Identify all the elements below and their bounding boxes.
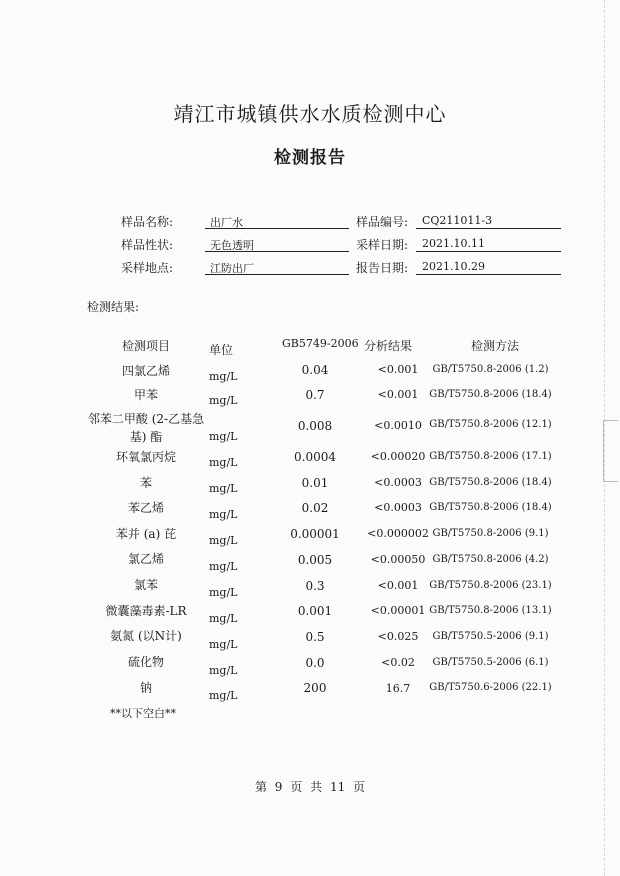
row-method: GB/T5750.8-2006 (12.1) xyxy=(429,419,552,430)
row-method: GB/T5750.8-2006 (18.4) xyxy=(429,477,552,488)
page-number: 9 xyxy=(274,780,283,794)
row-result: <0.001 xyxy=(377,363,419,376)
end-of-table-note: **以下空白** xyxy=(110,707,176,720)
underline xyxy=(205,228,349,229)
row-unit: mg/L xyxy=(209,638,238,651)
row-unit: mg/L xyxy=(209,456,238,469)
row-result: <0.00050 xyxy=(370,553,426,566)
row-method: GB/T5750.8-2006 (13.1) xyxy=(429,605,552,616)
row-item: 苯并 (a) 芘 xyxy=(115,527,177,541)
sample-name-label: 样品名称: xyxy=(121,215,174,229)
row-unit: mg/L xyxy=(209,560,238,573)
row-result: <0.001 xyxy=(377,579,419,592)
report-date-value: 2021.10.29 xyxy=(422,260,485,273)
row-method: GB/T5750.8-2006 (9.1) xyxy=(432,528,549,539)
row-method: GB/T5750.8-2006 (1.2) xyxy=(432,364,549,375)
row-item: 微囊藻毒素-LR xyxy=(105,604,187,618)
total-label: 共 xyxy=(310,780,323,794)
row-result: <0.001 xyxy=(377,388,419,401)
page-indicator xyxy=(0,778,620,795)
row-result: <0.025 xyxy=(377,630,419,643)
row-unit: mg/L xyxy=(209,430,238,443)
row-unit: mg/L xyxy=(209,586,238,599)
underline xyxy=(416,251,561,252)
row-standard: 0.001 xyxy=(297,604,333,618)
total-pages: 11 xyxy=(329,780,346,794)
row-result: <0.000002 xyxy=(367,527,429,540)
header-unit: 单位 xyxy=(209,343,234,357)
row-unit: mg/L xyxy=(209,612,238,625)
row-item: 钠 xyxy=(139,681,152,695)
underline xyxy=(205,274,349,275)
sampling-date-value: 2021.10.11 xyxy=(422,237,485,250)
row-method: GB/T5750.8-2006 (18.4) xyxy=(429,502,552,513)
row-unit: mg/L xyxy=(209,664,238,677)
row-item: 氨氮 (以N计) xyxy=(110,629,182,643)
row-result: <0.00020 xyxy=(370,450,426,463)
sample-property-label: 样品性状: xyxy=(121,238,174,252)
row-item: 环氧氯丙烷 xyxy=(115,450,176,464)
row-unit: mg/L xyxy=(209,482,238,495)
row-standard: 0.04 xyxy=(301,363,329,377)
row-method: GB/T5750.5-2006 (9.1) xyxy=(432,631,549,642)
row-method: GB/T5750.8-2006 (17.1) xyxy=(429,451,552,462)
row-item: 甲苯 xyxy=(133,388,158,402)
row-method: GB/T5750.6-2006 (22.1) xyxy=(429,682,552,693)
sampling-site-value: 江防出厂 xyxy=(210,262,254,275)
header-method: 检测方法 xyxy=(470,339,519,353)
page-suffix: 页 xyxy=(290,780,303,794)
row-unit: mg/L xyxy=(209,370,238,383)
header-result: 分析结果 xyxy=(363,339,412,353)
row-item: 苯乙烯 xyxy=(127,501,164,515)
row-standard: 0.02 xyxy=(301,501,329,515)
row-standard: 0.00001 xyxy=(290,527,340,541)
row-standard: 0.008 xyxy=(297,419,333,433)
row-unit: mg/L xyxy=(209,394,238,407)
row-standard: 0.5 xyxy=(305,630,325,644)
sampling-site-label: 采样地点: xyxy=(121,261,174,275)
report-subtitle: 检测报告 xyxy=(274,148,346,168)
sample-name-value: 出厂水 xyxy=(210,216,243,229)
header-item: 检测项目 xyxy=(121,339,170,353)
total-suffix: 页 xyxy=(353,780,366,794)
row-result: 16.7 xyxy=(385,682,411,695)
underline xyxy=(416,228,561,229)
row-item: 硫化物 xyxy=(127,655,164,669)
row-standard: 0.0 xyxy=(305,656,325,670)
sample-property-value: 无色透明 xyxy=(210,239,254,252)
row-standard: 0.7 xyxy=(305,388,325,402)
underline xyxy=(205,251,349,252)
row-method: GB/T5750.8-2006 (18.4) xyxy=(429,389,552,400)
row-method: GB/T5750.5-2006 (6.1) xyxy=(432,657,549,668)
row-standard: 0.3 xyxy=(305,579,325,593)
row-item: 苯 xyxy=(139,476,152,490)
row-unit: mg/L xyxy=(209,508,238,521)
report-date-label: 报告日期: xyxy=(356,261,409,275)
row-result: <0.0003 xyxy=(374,501,422,514)
results-label: 检测结果: xyxy=(87,300,140,314)
row-method: GB/T5750.8-2006 (4.2) xyxy=(432,554,549,565)
row-unit: mg/L xyxy=(209,689,238,702)
row-item: 氯苯 xyxy=(133,578,158,592)
row-method: GB/T5750.8-2006 (23.1) xyxy=(429,580,552,591)
row-result: <0.0010 xyxy=(374,419,422,432)
row-unit: mg/L xyxy=(209,534,238,547)
seal-edge xyxy=(603,420,618,482)
row-standard: 200 xyxy=(303,681,327,695)
row-result: <0.00001 xyxy=(370,604,426,617)
header-standard: GB5749-2006 xyxy=(282,337,359,350)
row-item: 氯乙烯 xyxy=(127,552,164,566)
sample-no-label: 样品编号: xyxy=(356,215,409,229)
row-item: 四氯乙烯 xyxy=(121,364,170,378)
page-label: 第 xyxy=(254,780,267,794)
page-title: 靖江市城镇供水水质检测中心 xyxy=(173,102,447,126)
row-standard: 0.0004 xyxy=(294,450,336,464)
underline xyxy=(416,274,561,275)
row-standard: 0.005 xyxy=(297,553,333,567)
row-standard: 0.01 xyxy=(301,476,329,490)
row-item-line1: 邻苯二甲酸 (2-乙基急 xyxy=(87,412,205,426)
row-result: <0.02 xyxy=(381,656,415,669)
row-item-line2: 基) 酯 xyxy=(129,430,163,444)
row-result: <0.0003 xyxy=(374,476,422,489)
sampling-date-label: 采样日期: xyxy=(356,238,409,252)
sample-no-value: CQ211011-3 xyxy=(422,214,493,227)
